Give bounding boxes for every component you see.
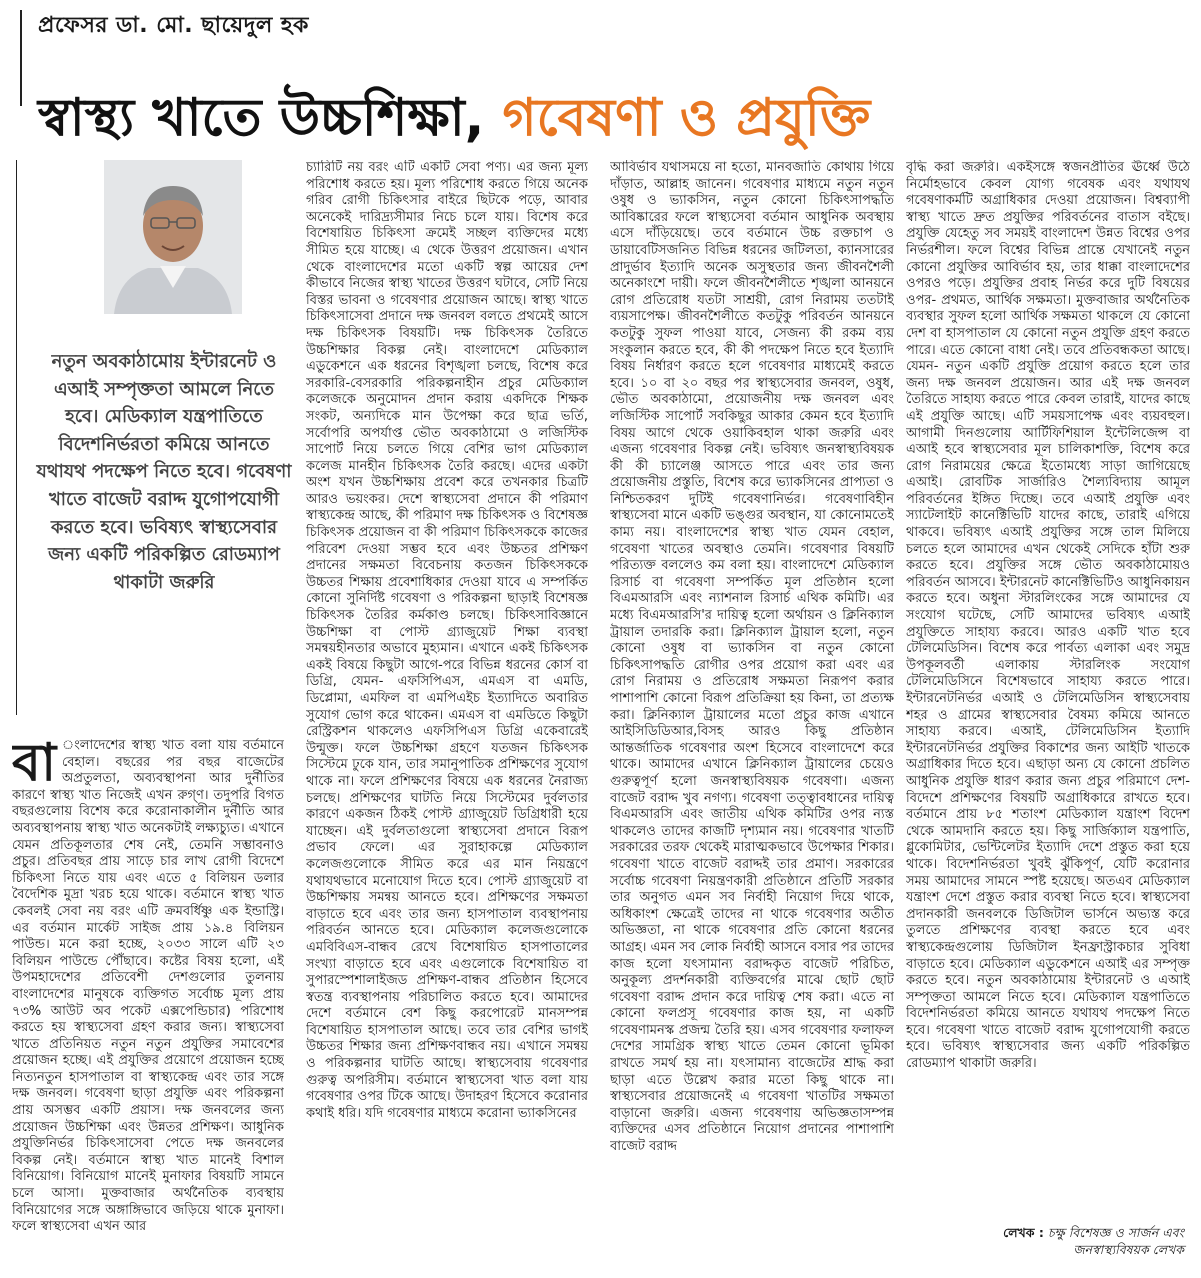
headline bbox=[38, 88, 870, 148]
column-4 bbox=[906, 160, 1190, 1218]
credit-text: চক্ষু বিশেষজ্ঞ ও সার্জন এবং জনস্বাস্থ্যবিষয়ক লেখক bbox=[1047, 1225, 1184, 1257]
pull-quote: নতুন অবকাঠামোয় ইন্টারনেট ও এআই সম্পৃক্ততা আমলে নিতে হবে। মেডিক্যাল যন্ত্রপাতিতে বিদেশনির্ভরতা কমিয়ে আনতে যথাযথ পদক্ষেপ নিতে হবে। গবেষণা খাতে বাজেট বরাদ্দ যুগোপযোগী করতে হবে। ভবিষ্যৎ স্বাস্থ্যসেবার জন্য একটি পরিকল্পিত রোডম্যাপ থাকাটা জরুরি bbox=[36, 351, 292, 593]
column-1-text: ংলাদেশের স্বাস্থ্য খাত বলা যায় বর্তমানে বেহাল। বছরের পর বছর বাজেটের অপ্রতুলতা, অব্যবস্থাপনা আর দুর্নীতির কারণে স্বাস্থ্য খাত নিজেই এখন রুগ্ণ। তদুপরি বিগত বছরগুলোয় বিশেষ করে করোনাকালীন দুর্নীতি আর অব্যবস্থাপনায় স্বাস্থ্য খাত অনেকটাই লক্ষ্যচ্যুত। এখানে যেমন প্রতিকূলতার শেষ নেই, তেমনি সম্ভাবনাও প্রচুর। প্রতিবছর প্রায় সাড়ে চার লাখ রোগী বিদেশে চিকিৎসা নিতে যায় এবং এতে ৫ বিলিয়ন ডলার বৈদেশিক মুদ্রা খরচ হয়ে থাকে। বর্তমানে স্বাস্থ্য খাত কেবলই সেবা নয় বরং এটি ক্রমবর্ধিষ্ণু এক ইন্ডাস্ট্রি। এর বর্তমান মার্কেট সাইজ প্রায় ১৯.৪ বিলিয়ন পাউন্ড। মনে করা হচ্ছে, ২০৩৩ সালে এটি ২৩ বিলিয়ন পাউন্ডে পৌঁছাবে। কষ্টের বিষয় হলো, এই উপমহাদেশের প্রতিবেশী দেশগুলোর তুলনায় বাংলাদেশের মানুষকে ব্যক্তিগত সর্বোচ্চ মূল্য প্রায় ৭৩% আউট অব পকেট এক্সপেন্ডিচার) পরিশোধ করতে হয় স্বাস্থ্যসেবা গ্রহণ করার জন্য। স্বাস্থ্যসেবা খাতে প্রতিনিয়ত নতুন নতুন প্রযুক্তির সমাবেশের প্রয়োজন হচ্ছে। এই প্রযুক্তির প্রয়োগে প্রয়োজন হচ্ছে নিত্যনতুন হাসপাতাল বা স্বাস্থ্যকেন্দ্র এবং তার সঙ্গে দক্ষ জনবল। গবেষণা ছাড়া প্রযুক্তি এবং পরিকল্পনা প্রায় অসম্ভব একটি প্রয়াস। দক্ষ জনবলের জন্য প্রয়োজন উচ্চশিক্ষা এবং উন্নতর প্রশিক্ষণ। আধুনিক প্রযুক্তিনির্ভর চিকিৎসাসেবা পেতে দক্ষ জনবলের বিকল্প নেই। বর্তমানে স্বাস্থ্য খাত মানেই বিশাল বিনিয়োগ। বিনিয়োগ মানেই মুনাফার বিষয়টি সামনে চলে আসা। মুক্তবাজার অর্থনৈতিক ব্যবস্থায় বিনিয়োগের সঙ্গে অঙ্গাঙ্গিভাবে জড়িয়ে থাকে মুনাফা। ফলে স্বাস্থ্যসেবা এখন আর bbox=[12, 738, 284, 1235]
headline-part2: গবেষণা ও প্রযুক্তি bbox=[502, 88, 871, 148]
column-3-text: আবির্ভাব যথাসময়ে না হতো, মানবজাতি কোথায় গিয়ে দাঁড়াত, আল্লাহ জানেন। গবেষণার মাধ্যমে নতুন নতুন ওষুধ ও ভ্যাকসিন, নতুন কোনো চিকিৎসাপদ্ধতি আবিষ্কারের ফলে স্বাস্থ্যসেবা বর্তমান আধুনিক অবস্থায় এসে দাঁড়িয়েছে। তবে বর্তমানে উচ্চ রক্তচাপ ও ডায়াবেটিসজনিত বিভিন্ন ধরনের জটিলতা, ক্যানসারের প্রাদুর্ভাব ইত্যাদি অনেক অসুস্থতার জন্য জীবনশৈলী অনেকাংশে দায়ী। ফলে জীবনশৈলীতে শৃঙ্খলা আনয়নে রোগ প্রতিরোধ যতটা সাশ্রয়ী, রোগ নিরাময় ততটাই ব্যয়সাপেক্ষ। জীবনশৈলীতে কতটুকু পরিবর্তন আনয়নে কতটুকু সুফল পাওয়া যাবে, সেজন্য কী রকম ব্যয় সংকুলান করতে হবে, কী কী পদক্ষেপ নিতে হবে ইত্যাদি বিষয় নির্ধারণ করতে হলে গবেষণার মাধ্যমেই করতে হবে। ১০ বা ২০ বছর পর স্বাস্থ্যসেবার জনবল, ওষুধ, ভৌত অবকাঠামো, প্রয়োজনীয় দক্ষ জনবল এবং লজিস্টিক সাপোর্ট সবকিছুর আকার কেমন হবে ইত্যাদি বিষয় আগে থেকে ওয়াকিবহাল থাকা জরুরি এবং এজন্য গবেষণার বিকল্প নেই। ভবিষ্যৎ জনস্বাস্থ্যবিষয়ক কী কী চ্যালেঞ্জ আসতে পারে এবং তার জন্য প্রয়োজনীয় প্রস্তুতি, বিশেষ করে ভ্যাকসিনের প্রাপ্যতা ও নিশ্চিতকরণ দুটিই গবেষণানির্ভর। গবেষণাবিহীন স্বাস্থ্যসেবা মানে একটি ভঙ্গুর অবস্থান, যা কোনোমতেই কাম্য নয়। বাংলাদেশের স্বাস্থ্য খাত যেমন বেহাল, গবেষণা খাতের অবস্থাও তেমনি। গবেষণার বিষয়টি পরিত্যক্ত বললেও কম বলা হয়। বাংলাদেশে মেডিক্যাল রিসার্চ বা গবেষণা সম্পর্কিত মূল প্রতিষ্ঠান হলো বিএমআরসি এবং ন্যাশনাল রিসার্চ এথিক কমিটি। এর মধ্যে বিএমআরসি'র দায়িত্ব হলো অর্থায়ন ও ক্লিনিক্যাল ট্রায়াল তদারকি করা। ক্লিনিক্যাল ট্রায়াল হলো, নতুন কোনো ওষুধ বা ভ্যাকসিন বা নতুন কোনো চিকিৎসাপদ্ধতি রোগীর ওপর প্রয়োগ করা এবং এর রোগ নিরাময় ও প্রতিরোধ সক্ষমতা নিরূপণ করার পাশাপাশি কোনো বিরূপ প্রতিক্রিয়া হয় কিনা, তা প্রত্যক্ষ করা। ক্লিনিক্যাল ট্রায়ালের মতো প্রচুর কাজ এখানে আইসিডিডিআর,বিসহ আরও কিছু প্রতিষ্ঠান আন্তর্জাতিক গবেষণার অংশ হিসেবে বাংলাদেশে করে থাকে। আমাদের এখানে ক্লিনিক্যাল ট্রায়ালের চেয়েও গুরুত্বপূর্ণ হলো জনস্বাস্থ্যবিষয়ক গবেষণা। এজন্য বাজেট বরাদ্দ খুব নগণ্য। গবেষণা তত্ত্বাবধানের দায়িত্ব বিএমআরসি এবং জাতীয় এথিক কমিটির ওপর ন্যস্ত থাকলেও তাদের কাজটি দৃশ্যমান নয়। গবেষণার খাতটি সরকারের তরফ থেকেই মারাত্মকভাবে উপেক্ষার শিকার। গবেষণা খাতে বাজেট বরাদ্দই তার প্রমাণ। সরকারের সর্বোচ্চ গবেষণা নিয়ন্ত্রণকারী প্রতিষ্ঠানে প্রতিটি সরকার তার অনুগত এমন সব নির্বাহী নিয়োগ দিয়ে থাকে, অধিকাংশ ক্ষেত্রেই তাদের না থাকে গবেষণার অতীত অভিজ্ঞতা, না থাকে গবেষণার প্রতি কোনো ধরনের আগ্রহ। এমন সব লোক নির্বাহী আসনে বসার পর তাদের কাজ হলো যৎসামান্য বরাদ্দকৃত বাজেট পরিচিত, অনুকূল্য প্রদর্শনকারী ব্যক্তিবর্গের মাঝে ছোট ছোট গবেষণা বরাদ্দ প্রদান করে দায়িত্ব শেষ করা। এতে না কোনো ফলপ্রসূ গবেষণার কাজ হয়, না একটি গবেষণামনস্ক প্রজন্ম তৈরি হয়। এসব গবেষণার ফলাফল দেশের সামগ্রিক স্বাস্থ্য খাতে তেমন কোনো ভূমিকা রাখতে সমর্থ হয় না। যৎসামান্য বাজেটের শ্রাদ্ধ করা ছাড়া এতে উল্লেখ করার মতো কিছু থাকে না। স্বাস্থ্যসেবার প্রয়োজনেই এ গবেষণা খাতটির সক্ষমতা বাড়ানো জরুরি। এজন্য গবেষণায় অভিজ্ঞতাসম্পন্ন ব্যক্তিদের এসব প্রতিষ্ঠানে নিয়োগ প্রদানের পাশাপাশি বাজেট বরাদ্দ bbox=[610, 160, 894, 1155]
sidebar-rule bbox=[16, 160, 17, 715]
column-1 bbox=[12, 738, 284, 1278]
column-2 bbox=[306, 160, 588, 1274]
credit-label: লেখক : bbox=[1003, 1225, 1044, 1240]
column-3 bbox=[610, 160, 894, 1274]
byline: প্রফেসর ডা. মো. ছায়েদুল হক bbox=[38, 13, 309, 38]
portrait-icon bbox=[104, 160, 242, 314]
byline-rule bbox=[20, 10, 22, 106]
author-photo bbox=[104, 160, 242, 314]
column-4-text: বৃদ্ধি করা জরুরি। একইসঙ্গে স্বজনপ্রীতির ঊর্ধ্বে উঠে নির্মোহভাবে কেবল যোগ্য গবেষক এবং যথাযথ গবেষণাকর্মটি অগ্রাধিকার দেওয়া প্রয়োজন। বিশ্বব্যাপী স্বাস্থ্য খাতে দ্রুত প্রযুক্তির পরিবর্তনের বাতাস বইছে। প্রযুক্তি যেহেতু সব সময়ই বাংলাদেশ উন্নত বিশ্বের ওপর নির্ভরশীল। ফলে বিশ্বের বিভিন্ন প্রান্তে যেখানেই নতুন কোনো প্রযুক্তির আবির্ভাব হয়, তার ধাক্কা বাংলাদেশের ওপরও পড়ে। প্রযুক্তির প্রবাহ নির্ভর করে দুটি বিষয়ের ওপর- প্রথমত, আর্থিক সক্ষমতা। মুক্তবাজার অর্থনৈতিক ব্যবস্থার সুফল হলো আর্থিক সক্ষমতা থাকলে যে কোনো দেশ বা হাসপাতাল যে কোনো নতুন প্রযুক্তি গ্রহণ করতে পারে। এতে কোনো বাধা নেই। তবে প্রতিবন্ধকতা আছে। যেমন- নতুন একটি প্রযুক্তি প্রয়োগ করতে হলে তার জন্য দক্ষ জনবল প্রয়োজন। আর এই দক্ষ জনবল তৈরিতে সাহায্য করতে পারে কেবল তারাই, যাদের কাছে এই প্রযুক্তি আছে। এটি সময়সাপেক্ষ এবং ব্যয়বহুল। আগামী দিনগুলোয় আর্টিফিশিয়াল ইন্টেলিজেন্স বা এআই হবে স্বাস্থ্যসেবার মূল চালিকাশক্তি, বিশেষ করে রোগ নিরাময়ের ক্ষেত্রে ইতোমধ্যে সাড়া জাগিয়েছে এআই। রোবটিক সার্জারিও শৈল্যবিদ্যায় আমূল পরিবর্তনের ইঙ্গিত দিচ্ছে। তবে এআই প্রযুক্তি এবং স্যাটেলাইট কানেক্টিভিটি যাদের কাছে, তারাই এগিয়ে থাকবে। ভবিষ্যৎ এআই প্রযুক্তির সঙ্গে তাল মিলিয়ে চলতে হলে আমাদের এখন থেকেই সেদিকে হাঁটা শুরু করতে হবে। প্রযুক্তির সঙ্গে ভৌত অবকাঠামোয়ও পরিবর্তন আসবে। ইন্টারনেট কানেক্টিভিটিও আধুনিকায়ন করতে হবে। অধুনা স্টারলিংকের সঙ্গে আমাদের যে সংযোগ ঘটেছে, সেটি আমাদের ভবিষ্যৎ এআই প্রযুক্তিতে সাহায্য করবে। আরও একটি খাত হবে টেলিমেডিসিন। বিশেষ করে পার্বত্য এলাকা এবং সমুদ্র উপকূলবর্তী এলাকায় স্টারলিংক সংযোগ টেলিমেডিসিনে বিশেষভাবে সাহায্য করতে পারে। ইন্টারনেটনির্ভর এআই ও টেলিমেডিসিন স্বাস্থ্যসেবায় শহর ও গ্রামের স্বাস্থ্যসেবার বৈষম্য কমিয়ে আনতে সাহায্য করবে। এআই, টেলিমেডিসিন ইত্যাদি ইন্টারনেটনির্ভর প্রযুক্তির বিকাশের জন্য আইটি খাতকে অগ্রাধিকার দিতে হবে। এছাড়া অন্য যে কোনো প্রচলিত আধুনিক প্রযুক্তি ধারণ করার জন্য প্রচুর পরিমাণে দেশ-বিদেশে প্রশিক্ষণের বিষয়টি অগ্রাধিকারে রাখতে হবে। বর্তমানে প্রায় ৮৫ শতাংশ মেডিক্যাল যন্ত্রাংশ বিদেশ থেকে আমদানি করতে হয়। কিছু সার্জিক্যাল যন্ত্রপাতি, গ্লুকোমিটার, ভেন্টিলেটর ইত্যাদি দেশে প্রস্তুত করা হয়ে থাকে। বিদেশনির্ভরতা খুবই ঝুঁকিপূর্ণ, যেটি করোনার সময় আমাদের সামনে স্পষ্ট হয়েছে। অতএব মেডিক্যাল যন্ত্রাংশ দেশে প্রস্তুত করার ব্যবস্থা নিতে হবে। স্বাস্থ্যসেবা প্রদানকারী জনবলকে ডিজিটাল ভার্সনে অভ্যস্ত করে তুলতে প্রশিক্ষণের ব্যবস্থা করতে হবে এবং স্বাস্থ্যকেন্দ্রগুলোয় ডিজিটাল ইনফ্রাস্ট্রাকচার সুবিধা বাড়াতে হবে। মেডিক্যাল এডুকেশনে এআই এর সম্পৃক্ত করতে হবে। নতুন অবকাঠামোয় ইন্টারনেট ও এআই সম্পৃক্ততা আমলে নিতে হবে। মেডিক্যাল যন্ত্রপাতিতে বিদেশনির্ভরতা কমিয়ে আনতে যথাযথ পদক্ষেপ নিতে হবে। গবেষণা খাতে বাজেট বরাদ্দ যুগোপযোগী করতে হবে। ভবিষ্যৎ স্বাস্থ্যসেবার জন্য একটি পরিকল্পিত রোডম্যাপ থাকাটা জরুরি। bbox=[906, 160, 1190, 1072]
column-2-text: চ্যারিটি নয় বরং এটি একটি সেবা পণ্য। এর জন্য মূল্য পরিশোধ করতে হয়। মূল্য পরিশোধ করতে গিয়ে অনেক গরিব রোগী চিকিৎসার বাইরে ছিটকে পড়ে, আবার অনেকেই দারিদ্র্যসীমার নিচে চলে যায়। বিশেষ করে বিশেষায়িত চিকিৎসা ক্রমেই সচ্ছল ব্যক্তিদের মধ্যে সীমিত হয়ে যাচ্ছে। এ থেকে উত্তরণ প্রয়োজন। এখান থেকে বাংলাদেশের মতো একটি স্বল্প আয়ের দেশ কীভাবে নিজের স্বাস্থ্য খাতের উত্তরণ ঘটাবে, সেটি নিয়ে বিস্তর ভাবনা ও গবেষণার প্রয়োজন আছে। স্বাস্থ্য খাতে চিকিৎসাসেবা প্রদানে দক্ষ জনবল বলতে প্রথমেই আসে দক্ষ চিকিৎসক বিষয়টি। দক্ষ চিকিৎসক তৈরিতে উচ্চশিক্ষার বিকল্প নেই। বাংলাদেশে মেডিক্যাল এডুকেশনে এক ধরনের বিশৃঙ্খলা চলছে, বিশেষ করে সরকারি-বেসরকারি পরিকল্পনাহীন প্রচুর মেডিক্যাল কলেজকে অনুমোদন প্রদান করায় একদিকে শিক্ষক সংকট, অন্যদিকে মান উপেক্ষা করে ছাত্র ভর্তি, সর্বোপরি অপর্যাপ্ত ভৌত অবকাঠামো ও লজিস্টিক সাপোর্ট নিয়ে চলতে গিয়ে বেশির ভাগ মেডিক্যাল কলেজ মানহীন চিকিৎসক তৈরি করছে। এদের একটা অংশ যখন উচ্চশিক্ষায় প্রবেশ করে তখনকার চিত্রটি আরও ভয়ংকর। দেশে স্বাস্থ্যসেবা প্রদানে কী পরিমাণ স্বাস্থ্যকেন্দ্র আছে, কী পরিমাণ দক্ষ চিকিৎসক ও বিশেষজ্ঞ চিকিৎসক প্রয়োজন বা কী পরিমাণ চিকিৎসককে কাজের পরিবেশ দেওয়া সম্ভব হবে এবং উচ্চতর প্রশিক্ষণ প্রদানের সক্ষমতা বিবেচনায় কতজন চিকিৎসককে উচ্চতর শিক্ষায় প্রবেশাধিকার দেওয়া যাবে এ সম্পর্কিত কোনো সুনির্দিষ্ট গবেষণা ও পরিকল্পনা ছাড়াই বিশেষজ্ঞ চিকিৎসক তৈরির কর্মকাণ্ড চলছে। চিকিৎসাবিজ্ঞানে উচ্চশিক্ষা বা পোস্ট গ্র্যাজুয়েট শিক্ষা ব্যবস্থা সমন্বয়হীনতার অভাবে মুহ্যমান। এখানে একই চিকিৎসক একই বিষয়ে কিছুটা আগে-পরে বিভিন্ন ধরনের কোর্স বা ডিগ্রি, যেমন- এফসিপিএস, এমএস বা এমডি, ডিপ্লোমা, এমফিল বা এমপিএইচ ইত্যাদিতে অবারিত সুযোগ ভোগ করে থাকেন। এমএস বা এমডিতে কিছুটা রেস্ট্রিকশন থাকলেও এফসিপিএস ডিগ্রি একেবারেই উন্মুক্ত। ফলে উচ্চশিক্ষা গ্রহণে যতজন চিকিৎসক সিস্টেমে ঢুকে যান, তার সমানুপাতিক প্রশিক্ষণের সুযোগ থাকে না। ফলে প্রশিক্ষণের বিষয়ে এক ধরনের নৈরাজ্য চলছে। প্রশিক্ষণের ঘাটতি নিয়ে সিস্টেমের দুর্বলতার কারণে একজন ঠিকই পোস্ট গ্র্যাজুয়েট ডিগ্রিধারী হয়ে যাচ্ছেন। এই দুর্বলতাগুলো স্বাস্থ্যসেবা প্রদানে বিরূপ প্রভাব ফেলে। এর সুরাহাকল্পে মেডিক্যাল কলেজগুলোকে সীমিত করে এর মান নিয়ন্ত্রণে যথাযথভাবে মনোযোগ দিতে হবে। পোস্ট গ্র্যাজুয়েট বা উচ্চশিক্ষায় সমন্বয় আনতে হবে। প্রশিক্ষণের সক্ষমতা বাড়াতে হবে এবং তার জন্য হাসপাতাল ব্যবস্থাপনায় পরিবর্তন আনতে হবে। মেডিক্যাল কলেজগুলোকে এমবিবিএস-বান্ধব রেখে বিশেষায়িত হাসপাতালের সংখ্যা বাড়াতে হবে এবং এগুলোকে বিশেষায়িত বা সুপারস্পেশালাইজড প্রশিক্ষণ-বান্ধব প্রতিষ্ঠান হিসেবে স্বতন্ত্র ব্যবস্থাপনায় পরিচালিত করতে হবে। আমাদের দেশে বর্তমানে বেশ কিছু করপোরেট মানসম্পন্ন বিশেষায়িত হাসপাতাল আছে। তবে তার বেশির ভাগই উচ্চতর শিক্ষার জন্য প্রশিক্ষণবান্ধব নয়। এখানে সমন্বয় ও পরিকল্পনার ঘাটতি আছে। স্বাস্থ্যসেবায় গবেষণার গুরুত্ব অপরিসীম। বর্তমানে স্বাস্থ্যসেবা খাত বলা যায় গবেষণার ওপর টিকে আছে। উদাহরণ হিসেবে করোনার কথাই ধরি। যদি গবেষণার মাধ্যমে করোনা ভ্যাকসিনের bbox=[306, 160, 588, 1121]
drop-cap: বা bbox=[12, 738, 57, 793]
headline-part1: স্বাস্থ্য খাতে উচ্চশিক্ষা, bbox=[38, 88, 503, 148]
author-credit bbox=[930, 1224, 1184, 1258]
